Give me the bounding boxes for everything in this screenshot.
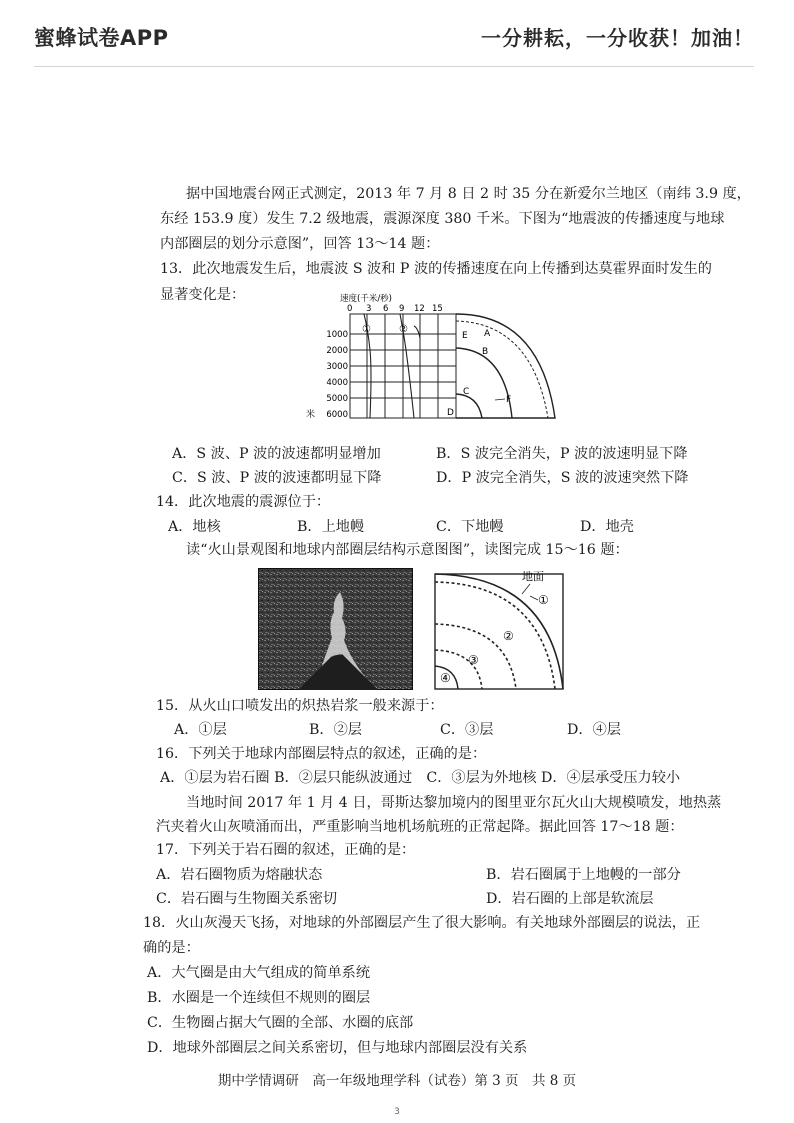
surface-label: 地面 xyxy=(522,570,544,583)
q16-options: A．①层为岩石圈 B．②层只能纵波通过 C．③层为外地核 D．④层承受压力较小 xyxy=(160,770,681,786)
intro3-line2: 汽夹着火山灰喷涌而出，严重影响当地机场航班的正常起降。据此回答 17～18 题： xyxy=(156,819,684,835)
q18-option-b: B．水圈是一个连续但不规则的圈层 xyxy=(147,990,371,1006)
header-slogan: 一分耕耘，一分收获！加油！ xyxy=(481,26,754,50)
depth-unit: 米 xyxy=(306,410,316,420)
q16-stem: 16．下列关于地球内部圈层特点的叙述，正确的是： xyxy=(156,746,487,762)
speed-axis-title: 速度(千米/秒) xyxy=(340,294,392,304)
q13-option-b: B．S 波完全消失，P 波的波速明显下降 xyxy=(436,446,688,462)
speed-tick: 3 xyxy=(366,304,372,314)
page-footer: 期中学情调研 高一年级地理学科（试卷）第 3 页 共 8 页 xyxy=(217,1073,577,1089)
depth-tick: 1000 xyxy=(326,330,348,340)
depth-tick: 4000 xyxy=(326,378,348,388)
speed-tick: 6 xyxy=(383,304,389,314)
depth-tick: 3000 xyxy=(326,362,348,372)
q13-option-a: A．S 波、P 波的波速都明显增加 xyxy=(172,446,381,462)
q14-option-b: B．上地幔 xyxy=(297,519,365,535)
depth-tick: 2000 xyxy=(326,346,348,356)
intro1-line3: 内部圈层的划分示意图”，回答 13～14 题： xyxy=(160,236,440,252)
q18-option-c: C．生物圈占据大气圈的全部、水圈的底部 xyxy=(147,1015,414,1031)
q18-option-a: A．大气圈是由大气组成的简单系统 xyxy=(147,965,371,981)
q17-stem: 17．下列关于岩石圈的叙述，正确的是： xyxy=(156,842,416,858)
q13-option-c: C．S 波、P 波的波速都明显下降 xyxy=(172,470,382,486)
seismic-wave-diagram xyxy=(300,290,565,430)
curve2-label: ② xyxy=(399,324,408,335)
layer-1-label: ① xyxy=(538,593,549,607)
q15-option-c: C．③层 xyxy=(440,722,494,738)
label-b: B xyxy=(482,347,489,357)
q14-stem: 14．此次地震的震源位于： xyxy=(156,494,331,510)
curve1-label: ① xyxy=(362,324,371,335)
label-e: E xyxy=(462,331,468,341)
app-name: 蜜蜂试卷APP xyxy=(34,26,169,50)
page-number: 3 xyxy=(394,1107,400,1117)
earth-internal-layers-diagram xyxy=(430,566,570,694)
label-f: F xyxy=(506,395,512,405)
volcano-photo xyxy=(258,568,413,690)
q18-option-d: D．地球外部圈层之间关系密切，但与地球内部圈层没有关系 xyxy=(147,1040,528,1056)
intro1-line1: 据中国地震台网正式测定，2013 年 7 月 8 日 2 时 35 分在新爱尔兰地区（南纬 3.9 度， xyxy=(186,186,751,202)
q18-stem-line1: 18．火山灰漫天飞扬，对地球的外部圈层产生了很大影响。有关地球外部圈层的说法，正 xyxy=(143,915,701,931)
intro3-line1: 当地时间 2017 年 1 月 4 日，哥斯达黎加境内的图里亚尔瓦火山大规模喷发，地热蒸 xyxy=(186,795,722,811)
label-a: A xyxy=(484,329,491,339)
header-divider xyxy=(34,66,754,67)
layer-3-label: ③ xyxy=(468,653,479,667)
layer-2-label: ② xyxy=(503,629,514,643)
speed-tick: 9 xyxy=(399,304,405,314)
intro1-line2: 东经 153.9 度）发生 7.2 级地震，震源深度 380 千米。下图为“地震波的传播速度与地球 xyxy=(160,211,725,227)
label-d: D xyxy=(447,408,454,418)
q15-option-b: B．②层 xyxy=(309,722,362,738)
q13-stem-line2: 显著变化是： xyxy=(160,287,246,303)
q13-option-d: D．P 波完全消失，S 波的波速突然下降 xyxy=(436,470,689,486)
q15-option-a: A．①层 xyxy=(174,722,227,738)
depth-tick: 5000 xyxy=(326,394,348,404)
q17-option-d: D．岩石圈的上部是软流层 xyxy=(486,891,654,907)
depth-tick: 6000 xyxy=(326,410,348,420)
q17-option-a: A．岩石圈物质为熔融状态 xyxy=(156,867,323,883)
q13-stem-line1: 13．此次地震发生后，地震波 S 波和 P 波的传播速度在向上传播到达莫霍界面时发生的 xyxy=(160,261,712,277)
q17-option-c: C．岩石圈与生物圈关系密切 xyxy=(156,891,338,907)
q17-option-b: B．岩石圈属于上地幔的一部分 xyxy=(486,867,681,883)
q14-option-d: D．地壳 xyxy=(580,519,634,535)
speed-tick: 12 xyxy=(414,304,425,314)
speed-tick: 15 xyxy=(432,304,443,314)
layer-4-label: ④ xyxy=(440,671,451,685)
intro2: 读“火山景观图和地球内部圈层结构示意图图”，读图完成 15～16 题： xyxy=(186,542,629,558)
q18-stem-line2: 确的是： xyxy=(143,940,200,956)
q14-option-a: A．地核 xyxy=(168,519,221,535)
label-c: C xyxy=(463,387,470,397)
q15-option-d: D．④层 xyxy=(567,722,621,738)
q14-option-c: C．下地幔 xyxy=(436,519,504,535)
q15-stem: 15．从火山口喷发出的炽热岩浆一般来源于： xyxy=(156,698,444,714)
speed-tick: 0 xyxy=(347,304,353,314)
